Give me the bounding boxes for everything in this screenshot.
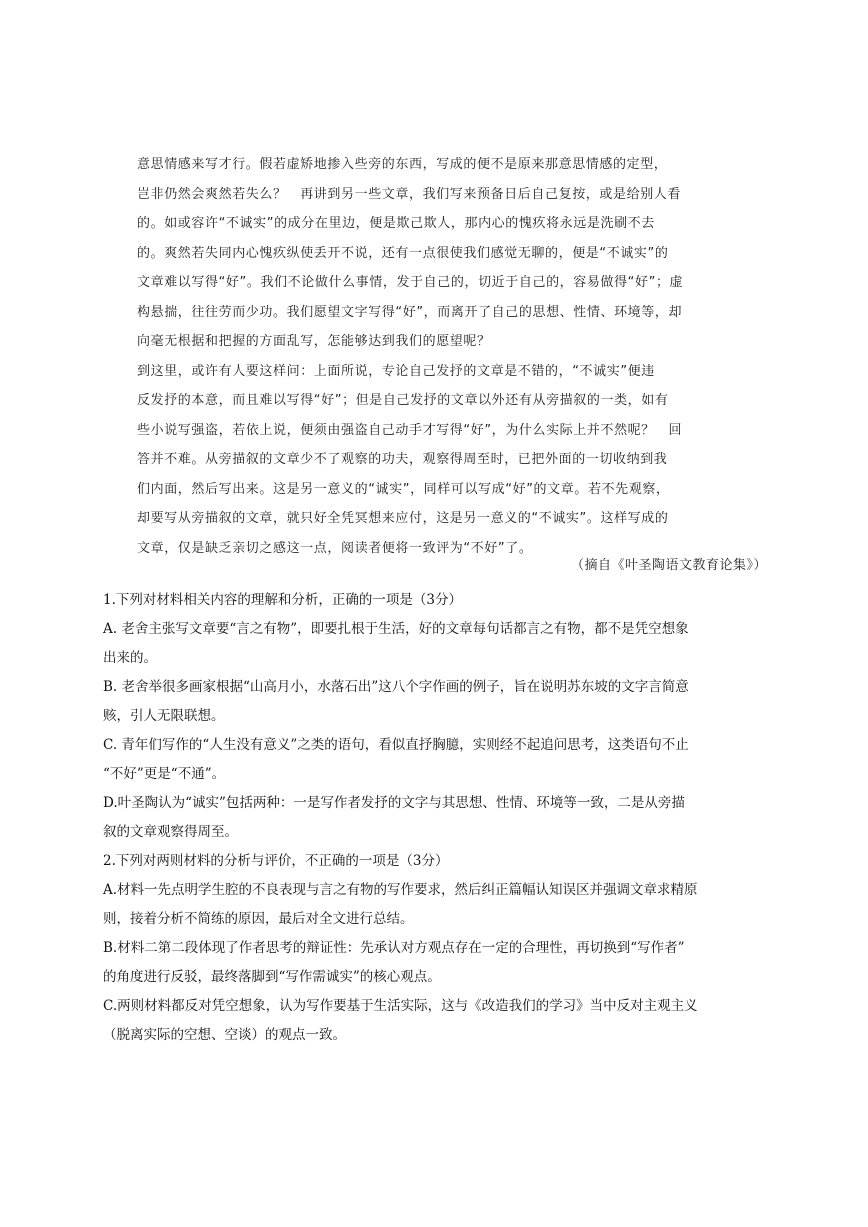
question-2-option-b: B.材料二第二段体现了作者思考的辩证性：先承认对方观点存在一定的合理性，再切换到“写作者”: [103, 940, 685, 956]
excerpt-line: 反发抒的本意，而且难以写得“好”；但是自己发抒的文章以外还有从旁描叙的一类，如有: [137, 393, 669, 408]
excerpt-line: 答并不难。从旁描叙的文章少不了观察的功夫，观察得周至时，已把外面的一切收纳到我: [137, 452, 668, 467]
excerpt-line: 构悬揣，往往劳而少功。我们愿望文字写得“好”，而离开了自己的思想、性情、环境等，却: [137, 304, 683, 320]
excerpt-line: 向毫无根据和把握的方面乱写，怎能够达到我们的愿望呢？: [137, 334, 491, 349]
question-1-option-b-cont: 赅，引人无限联想。: [103, 708, 225, 724]
question-2-option-c: C.两则材料都反对凭空想象，认为写作要基于生活实际，这与《改造我们的学习》当中反对主观主义: [103, 998, 698, 1014]
question-2-option-a: A.材料一先点明学生腔的不良表现与言之有物的写作要求，然后纠正篇幅认知误区并强调文章求精原: [103, 882, 698, 898]
excerpt-line: 到这里，或许有人要这样问：上面所说，专论自己发抒的文章是不错的，“不诚实”便违: [137, 363, 655, 379]
question-1-option-b: B. 老舍举很多画家根据“山高月小，水落石出”这八个字作画的例子，旨在说明苏东坡的文字言简意: [103, 679, 689, 695]
question-1-option-d: D.叶圣陶认为“诚实”包括两种：一是写作者发抒的文字与其思想、性情、环境等一致，二是从旁描: [103, 795, 685, 811]
excerpt-line: 的。如或容许“不诚实”的成分在里边，便是欺己欺人，那内心的愧疚将永远是洗刷不去: [137, 216, 655, 231]
reading-excerpt: [137, 150, 769, 563]
questions-section: [103, 586, 771, 1050]
question-1-option-d-cont: 叙的文章观察得周至。: [103, 824, 238, 840]
excerpt-line: 岂非仍然会爽然若失么？ 再讲到另一些文章，我们写来预备日后自己复按，或是给别人看: [137, 186, 682, 202]
question-1-option-c: C. 青年们写作的“人生没有意义”之类的语句，看似直抒胸臆，实则经不起追问思考，这类语句不止: [103, 737, 689, 753]
excerpt-line: 文章，仅是缺乏亲切之感这一点，阅读者便将一致评为“不好”了。: [137, 540, 533, 556]
excerpt-line: 们内面，然后写出来。这是另一意义的“诚实”，同样可以写成“好”的文章。若不先观察，: [137, 481, 670, 497]
excerpt-line: 意思情感来写才行。假若虚矫地掺入些旁的东西，写成的便不是原来那意思情感的定型，: [137, 157, 668, 172]
excerpt-line: 的。爽然若失同内心愧疚纵使丢开不说，还有一点很使我们感觉无聊的，便是“不诚实”的: [137, 245, 669, 261]
excerpt-line: 些小说写强盗，若依上说，便须由强盗自己动手才写得“好”，为什么实际上并不然呢？ 回: [137, 422, 683, 438]
question-2-stem: 2.下列对两则材料的分析与评价，不正确的一项是（3分）: [103, 853, 449, 869]
question-1-option-a-cont: 出来的。: [103, 650, 157, 666]
question-2-option-a-cont: 则，接着分析不简练的原因，最后对全文进行总结。: [103, 911, 414, 927]
question-1-option-c-cont: “不好”更是“不通”。: [103, 766, 226, 782]
excerpt-line: 却要写从旁描叙的文章，就只好全凭冥想来应付，这是另一意义的“不诚实”。这样写成的: [137, 511, 669, 526]
question-2-option-c-cont: （脱离实际的空想、空谈）的观点一致。: [103, 1027, 346, 1043]
excerpt-line: 文章难以写得“好”。我们不论做什么事情，发于自己的，切近于自己的，容易做得“好”；虚: [137, 275, 684, 290]
question-1-stem: 1.下列对材料相关内容的理解和分析，正确的一项是（3分）: [103, 592, 462, 608]
question-2-option-b-cont: 的角度进行反驳，最终落脚到“写作需诚实”的核心观点。: [103, 969, 441, 985]
excerpt-source: （摘自《叶圣陶语文教育论集》）: [570, 558, 767, 573]
question-1-option-a: A. 老舍主张写文章要“言之有物”，即要扎根于生活，好的文章每句话都言之有物，都不是凭空想象: [103, 621, 689, 637]
